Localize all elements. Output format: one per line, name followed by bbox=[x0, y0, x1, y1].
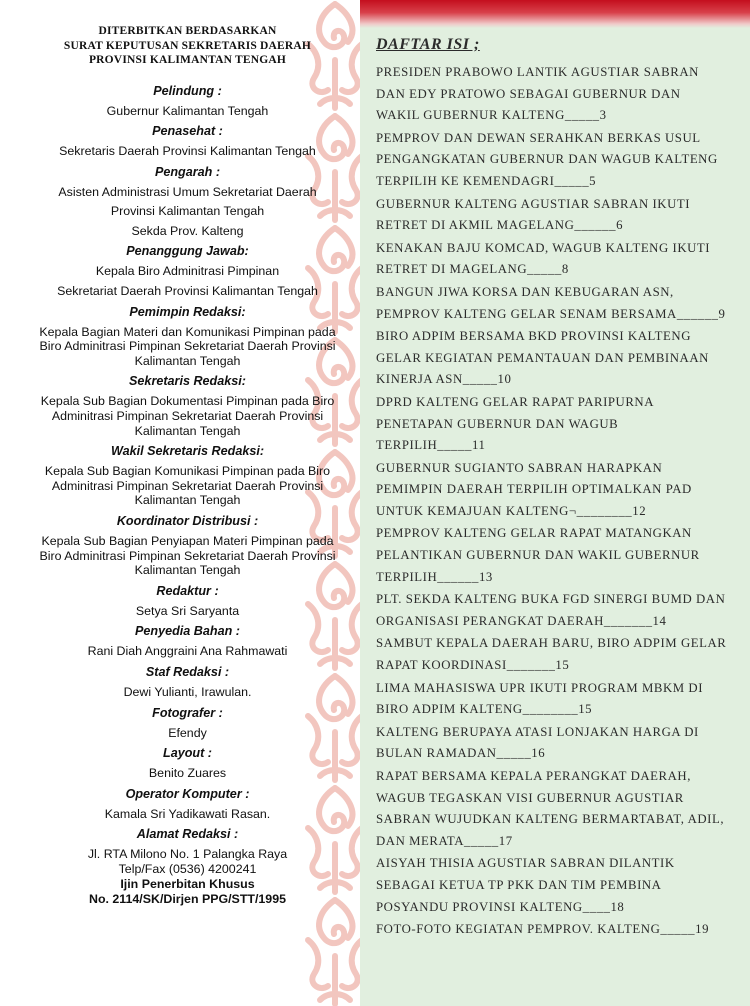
toc-entry[interactable] bbox=[376, 919, 742, 941]
toc-entry[interactable] bbox=[376, 128, 742, 193]
toc-entry-line: PENGANGKATAN GUBERNUR DAN WAGUB KALTENG bbox=[376, 152, 718, 167]
staff-name: Kepala Sub Bagian Dokumentasi Pimpinan pada Biro bbox=[40, 394, 335, 409]
colophon bbox=[20, 24, 355, 913]
toc-entry-line: UNTUK KEMAJUAN KALTENG¬________12 bbox=[376, 503, 647, 518]
toc-entry[interactable] bbox=[376, 523, 742, 588]
role-title: Alamat Redaksi : bbox=[136, 827, 239, 842]
publisher-line: DITERBITKAN BERDASARKAN bbox=[98, 25, 277, 37]
staff-name: Adminitrasi Pimpinan Sekretariat Daerah Provinsi bbox=[51, 409, 324, 424]
staff-block-staf-redaksi bbox=[20, 665, 355, 700]
toc-entry-line: DPRD KALTENG GELAR RAPAT PARIPURNA bbox=[376, 394, 655, 409]
toc-entry-line: BANGUN JIWA KORSA DAN KEBUGARAN ASN, bbox=[376, 284, 674, 299]
staff-name: Efendy bbox=[168, 725, 207, 740]
staff-block-sekretaris-redaksi bbox=[20, 374, 355, 438]
toc-entry[interactable] bbox=[376, 722, 742, 765]
toc-entry-line: PENETAPAN GUBERNUR DAN WAGUB bbox=[376, 416, 619, 431]
address-line: Jl. RTA Milono No. 1 Palangka Raya bbox=[87, 847, 288, 862]
toc-entry-line: PEMPROV DAN DEWAN SERAHKAN BERKAS USUL bbox=[376, 130, 701, 145]
toc-entry[interactable] bbox=[376, 194, 742, 237]
staff-block-pengarah bbox=[20, 165, 355, 239]
permit-label: Ijin Penerbitan Khusus bbox=[120, 876, 255, 891]
toc-entry-line: SEBAGAI KETUA TP PKK DAN TIM PEMBINA bbox=[376, 877, 662, 892]
toc-list bbox=[376, 62, 742, 942]
role-title: Operator Komputer : bbox=[125, 786, 250, 801]
staff-name: Sekretaris Daerah Provinsi Kalimantan Tengah bbox=[59, 144, 316, 159]
toc-entry[interactable] bbox=[376, 326, 742, 391]
staff-name: Kalimantan Tengah bbox=[134, 423, 241, 438]
staff-name: Rani Diah Anggraini Ana Rahmawati bbox=[87, 644, 288, 659]
toc-entry[interactable] bbox=[376, 392, 742, 457]
toc-entry-line: BULAN RAMADAN_____16 bbox=[376, 746, 546, 761]
toc-entry-line: GUBERNUR SUGIANTO SABRAN HARAPKAN bbox=[376, 460, 663, 475]
staff-block-layout bbox=[20, 746, 355, 781]
toc-entry[interactable] bbox=[376, 62, 742, 127]
colophon-column bbox=[0, 0, 360, 1006]
staff-block-koordinator-distribusi bbox=[20, 514, 355, 578]
toc-entry[interactable] bbox=[376, 589, 742, 632]
toc-entry-line: BIRO ADPIM KALTENG________15 bbox=[376, 702, 593, 717]
toc-entry-line: DAN MERATA_____17 bbox=[376, 833, 513, 848]
toc-entry-line: PELANTIKAN GUBERNUR DAN WAKIL GUBERNUR bbox=[376, 548, 700, 563]
role-title: Layout : bbox=[163, 746, 212, 761]
toc-entry[interactable] bbox=[376, 633, 742, 676]
toc-entry-line: WAKIL GUBERNUR KALTENG_____3 bbox=[376, 108, 607, 123]
staff-name: Dewi Yulianti, Irawulan. bbox=[123, 684, 252, 699]
toc-entry-line: PEMPROV KALTENG GELAR SENAM BERSAMA______9 bbox=[376, 306, 726, 321]
staff-block-alamat-redaksi bbox=[20, 827, 355, 906]
staff-name: Kalimantan Tengah bbox=[134, 563, 241, 578]
toc-entry-line: PEMIMPIN DAERAH TERPILIH OPTIMALKAN PAD bbox=[376, 482, 692, 497]
staff-name: Provinsi Kalimantan Tengah bbox=[110, 204, 265, 219]
toc-entry-line: PLT. SEKDA KALTENG BUKA FGD SINERGI BUMD DAN bbox=[376, 592, 726, 607]
staff-name: Benito Zuares bbox=[148, 766, 227, 781]
phone-line: Telp/Fax (0536) 4200241 bbox=[118, 861, 257, 876]
red-header-band bbox=[360, 0, 750, 28]
toc-entry-line: TERPILIH______13 bbox=[376, 569, 493, 584]
toc-entry-line: WAGUB TEGASKAN VISI GUBERNUR AGUSTIAR bbox=[376, 790, 684, 805]
table-of-contents-panel bbox=[360, 0, 750, 1006]
staff-name: Kamala Sri Yadikawati Rasan. bbox=[104, 806, 271, 821]
toc-entry-line: GELAR KEGIATAN PEMANTAUAN DAN PEMBINAAN bbox=[376, 350, 709, 365]
toc-entry-line: TERPILIH_____11 bbox=[376, 438, 486, 453]
toc-entry-line: TERPILIH KE KEMENDAGRI_____5 bbox=[376, 173, 597, 188]
role-title: Koordinator Distribusi : bbox=[116, 514, 259, 528]
toc-entry-line: POSYANDU PROVINSI KALTENG____18 bbox=[376, 899, 625, 914]
role-title: Pengarah : bbox=[154, 164, 221, 179]
toc-entry-line: ORGANISASI PERANGKAT DAERAH_______14 bbox=[376, 613, 667, 628]
staff-block-pelindung bbox=[20, 84, 355, 119]
staff-block-penanggung-jawab bbox=[20, 244, 355, 298]
toc-entry-line: GUBERNUR KALTENG AGUSTIAR SABRAN IKUTI bbox=[376, 196, 691, 211]
toc-entry-line: BIRO ADPIM BERSAMA BKD PROVINSI KALTENG bbox=[376, 329, 691, 344]
toc-entry-line: RAPAT BERSAMA KEPALA PERANGKAT DAERAH, bbox=[376, 769, 691, 783]
toc-entry[interactable] bbox=[376, 282, 742, 325]
role-title: Penanggung Jawab: bbox=[126, 244, 249, 259]
role-title: Pelindung : bbox=[153, 83, 222, 98]
staff-name: Sekretariat Daerah Provinsi Kalimantan Tengah bbox=[57, 284, 318, 299]
publisher-line: SURAT KEPUTUSAN SEKRETARIS DAERAH bbox=[63, 39, 312, 52]
toc-entry-line: AISYAH THISIA AGUSTIAR SABRAN DILANTIK bbox=[376, 856, 675, 871]
staff-name: Biro Adminitrasi Pimpinan Sekretariat Daerah Provinsi bbox=[39, 339, 336, 354]
toc-entry[interactable] bbox=[376, 678, 742, 721]
toc-entry[interactable] bbox=[376, 766, 742, 852]
role-title: Sekretaris Redaksi: bbox=[129, 374, 246, 389]
staff-name: Asisten Administrasi Umum Sekretariat Daerah bbox=[58, 184, 317, 199]
toc-entry-line: PEMPROV KALTENG GELAR RAPAT MATANGKAN bbox=[376, 526, 692, 541]
publisher-line: PROVINSI KALIMANTAN TENGAH bbox=[88, 54, 287, 66]
toc-entry-line: LIMA MAHASISWA UPR IKUTI PROGRAM MBKM DI bbox=[376, 680, 704, 695]
staff-block-fotografer bbox=[20, 706, 355, 741]
permit-number: No. 2114/SK/Dirjen PPG/STT/1995 bbox=[89, 891, 286, 906]
toc-entry-line: KENAKAN BAJU KOMCAD, WAGUB KALTENG IKUTI bbox=[376, 240, 711, 255]
staff-block-wakil-sekretaris-redaksi bbox=[20, 444, 355, 508]
staff-name: Kalimantan Tengah bbox=[134, 493, 241, 508]
toc-entry[interactable] bbox=[376, 238, 742, 281]
toc-entry-line: PRESIDEN PRABOWO LANTIK AGUSTIAR SABRAN bbox=[376, 65, 699, 79]
role-title: Fotografer : bbox=[152, 705, 223, 720]
role-title: Penasehat : bbox=[152, 124, 223, 139]
staff-name: Kepala Sub Bagian Penyiapan Materi Pimpinan pada bbox=[41, 534, 334, 548]
toc-entry-line: SAMBUT KEPALA DAERAH BARU, BIRO ADPIM GELAR bbox=[376, 636, 727, 651]
staff-block-pemimpin-redaksi bbox=[20, 305, 355, 369]
role-title: Wakil Sekretaris Redaksi: bbox=[110, 444, 265, 459]
toc-entry-line: KINERJA ASN_____10 bbox=[376, 372, 512, 387]
staff-name: Adminitrasi Pimpinan Sekretariat Daerah Provinsi bbox=[51, 478, 324, 493]
role-title: Penyedia Bahan : bbox=[135, 624, 240, 639]
staff-name: Biro Adminitrasi Pimpinan Sekretariat Daerah Provinsi bbox=[39, 548, 336, 563]
role-title: Staf Redaksi : bbox=[145, 664, 230, 679]
staff-name: Sekda Prov. Kalteng bbox=[131, 223, 244, 238]
publisher-statement bbox=[20, 24, 355, 68]
staff-name: Kepala Sub Bagian Komunikasi Pimpinan pada Biro bbox=[44, 464, 331, 479]
role-title: Pemimpin Redaksi: bbox=[129, 304, 246, 319]
toc-entry[interactable] bbox=[376, 458, 742, 523]
toc-entry-line: SABRAN WUJUDKAN KALTENG BERMARTABAT, ADIL, bbox=[376, 812, 725, 827]
toc-entry-line: FOTO-FOTO KEGIATAN PEMPROV. KALTENG_____19 bbox=[376, 922, 710, 937]
toc-entry-line: KALTENG BERUPAYA ATASI LONJAKAN HARGA DI bbox=[376, 724, 699, 739]
staff-name: Kalimantan Tengah bbox=[134, 353, 241, 368]
staff-block-redaktur bbox=[20, 584, 355, 619]
toc-entry-line: DAN EDY PRATOWO SEBAGAI GUBERNUR DAN bbox=[376, 86, 681, 101]
staff-name: Setya Sri Saryanta bbox=[135, 603, 240, 618]
toc-entry-line: RETRET DI AKMIL MAGELANG______6 bbox=[376, 218, 624, 233]
role-title: Redaktur : bbox=[156, 583, 219, 598]
staff-name: Kepala Biro Adminitrasi Pimpinan bbox=[95, 264, 280, 279]
toc-entry-line: RAPAT KOORDINASI_______15 bbox=[376, 658, 570, 673]
staff-block-operator-komputer bbox=[20, 787, 355, 822]
toc-title: DAFTAR ISI ; bbox=[376, 36, 480, 53]
staff-block-penasehat bbox=[20, 124, 355, 159]
staff-name: Kepala Bagian Materi dan Komunikasi Pimpinan pada bbox=[39, 324, 336, 339]
staff-block-penyedia-bahan bbox=[20, 624, 355, 659]
staff-name: Gubernur Kalimantan Tengah bbox=[106, 103, 269, 118]
toc-entry-line: RETRET DI MAGELANG_____8 bbox=[376, 262, 569, 277]
toc-entry[interactable] bbox=[376, 853, 742, 918]
